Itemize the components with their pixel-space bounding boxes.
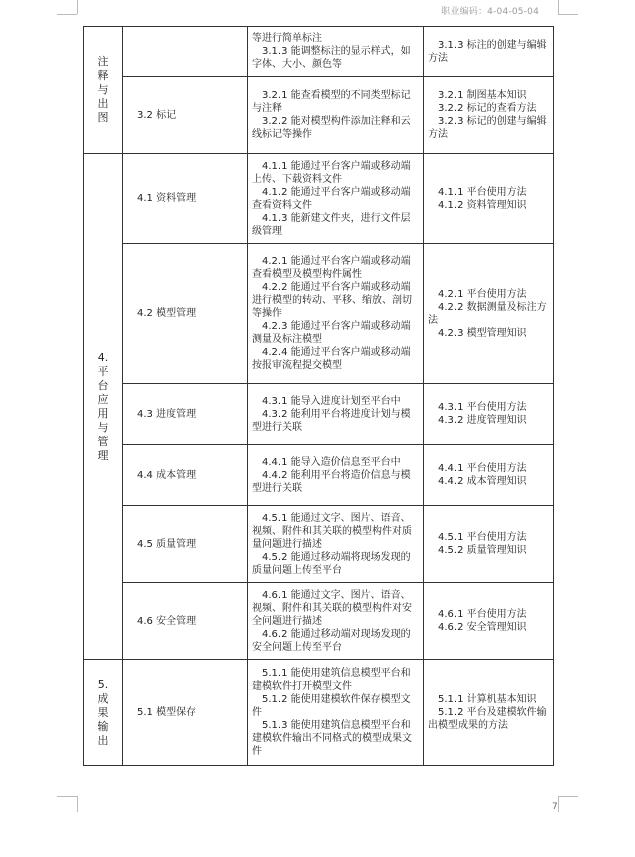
sub-cell: 5.1 模型保存 <box>123 660 248 766</box>
knowledge-line: 4.3.1 平台使用方法 <box>438 402 527 413</box>
table-row <box>84 660 554 766</box>
skills-cell <box>248 244 424 384</box>
crop-mark-bottom-left-h <box>57 796 77 797</box>
skills-cell <box>248 384 424 445</box>
table-row <box>84 583 554 660</box>
sub-cell: 4.3 进度管理 <box>123 384 248 445</box>
knowledge-line: 3.2.2 标记的查看方法 <box>438 103 537 114</box>
knowledge-line: 4.6.2 安全管理知识 <box>438 622 527 633</box>
table-row <box>84 445 554 506</box>
skill-line: 4.4.2 能利用平台将造价信息与模型进行关联 <box>252 469 411 494</box>
knowledge-line: 4.3.2 进度管理知识 <box>438 415 527 426</box>
crop-mark-bottom-right-v <box>558 796 559 812</box>
skills-cell <box>248 660 424 766</box>
skill-line: 4.3.2 能利用平台将进度计划与模型进行关联 <box>252 408 411 433</box>
table-row <box>84 154 554 244</box>
crop-mark-top-left-h <box>57 14 77 15</box>
skill-line: 4.6.2 能通过移动端对现场发现的安全问题上传至平台 <box>252 628 411 653</box>
skill-line: 3.1.3 能调整标注的显示样式，如字体、大小、颜色等 <box>252 46 411 70</box>
skill-line: 3.2.2 能对模型构件添加注释和云线标记等操作 <box>252 116 411 140</box>
knowledge-line: 4.5.2 质量管理知识 <box>438 545 527 556</box>
crop-mark-top-left-v <box>77 0 78 14</box>
skill-line: 4.2.2 能通过平台客户端或移动端进行模型的转动、平移、缩放、剖切等操作 <box>252 282 412 319</box>
knowledge-line: 4.4.2 成本管理知识 <box>438 476 527 487</box>
knowledge-line: 4.2.2 数据测量及标注方法 <box>428 301 547 326</box>
knowledge-cell <box>424 27 554 77</box>
table-row <box>84 506 554 583</box>
group-cell-output <box>84 660 123 766</box>
knowledge-line: 3.2.3 标记的创建与编辑方法 <box>428 116 547 140</box>
knowledge-cell <box>424 445 554 506</box>
skill-line: 4.2.3 能通过平台客户端或移动端测量及标注模型 <box>252 321 411 345</box>
group-cell-platform <box>84 154 123 660</box>
skill-line: 4.4.1 能导入造价信息至平台中 <box>262 456 401 468</box>
skills-cell <box>248 583 424 660</box>
knowledge-cell <box>424 244 554 384</box>
page-number: 7 <box>552 802 558 812</box>
knowledge-line: 3.1.3 标注的创建与编辑方法 <box>428 39 547 64</box>
skill-line: 4.2.4 能通过平台客户端或移动端按报审流程提交模型 <box>252 347 411 371</box>
skills-table <box>83 26 554 766</box>
knowledge-line: 4.4.1 平台使用方法 <box>438 463 527 474</box>
knowledge-cell <box>424 77 554 154</box>
knowledge-cell <box>424 583 554 660</box>
skill-line: 5.1.2 能使用建模软件保存模型文件 <box>252 694 411 718</box>
skill-line: 4.1.3 能新建文件夹，进行文件层级管理 <box>252 212 411 237</box>
skill-line: 4.5.1 能通过文字、图片、语音、视频、附件和其关联的模型构件对质量问题进行描述 <box>252 512 412 550</box>
group-label: 4. 平 台 应 用 与 管 理 <box>97 350 109 462</box>
crop-mark-top-right-h <box>558 14 578 15</box>
skills-cell <box>248 27 424 77</box>
group-label: 注 释 与 出 图 <box>97 55 109 124</box>
skill-line: 5.1.1 能使用建筑信息模型平台和建模软件打开模型文件 <box>252 668 411 692</box>
skill-line: 5.1.3 能使用建筑信息模型平台和建模软件输出不同格式的模型成果文件 <box>252 720 412 757</box>
sub-cell: 3.2 标记 <box>123 77 248 154</box>
knowledge-line: 4.1.2 资料管理知识 <box>438 199 527 211</box>
knowledge-cell <box>424 154 554 244</box>
sub-cell <box>123 27 248 77</box>
skill-line: 4.5.2 能通过移动端将现场发现的质量问题上传至平台 <box>252 551 411 576</box>
knowledge-line: 4.5.1 平台使用方法 <box>438 532 527 543</box>
table-row <box>84 384 554 445</box>
crop-mark-bottom-right-h <box>558 796 578 797</box>
sub-cell: 4.1 资料管理 <box>123 154 248 244</box>
sub-cell: 4.2 模型管理 <box>123 244 248 384</box>
sub-cell: 4.6 安全管理 <box>123 583 248 660</box>
group-cell-annotation <box>84 27 123 154</box>
table-row <box>84 244 554 384</box>
skill-line: 4.1.1 能通过平台客户端或移动端上传、下载资料文件 <box>252 160 411 185</box>
occupation-code: 职业编码：4-04-05-04 <box>441 7 539 17</box>
skill-line: 4.1.2 能通过平台客户端或移动端查看资料文件 <box>252 186 411 211</box>
group-label: 5. 成 果 输 出 <box>97 677 109 747</box>
skills-cell <box>248 506 424 583</box>
table-row <box>84 27 554 77</box>
knowledge-cell <box>424 384 554 445</box>
skills-cell <box>248 154 424 244</box>
knowledge-line: 4.2.3 模型管理知识 <box>438 327 527 339</box>
knowledge-line: 4.1.1 平台使用方法 <box>438 186 527 198</box>
skill-line: 4.2.1 能通过平台客户端或移动端查看模型及模型构件属性 <box>252 256 411 280</box>
crop-mark-bottom-left-v <box>77 796 78 812</box>
skill-line: 4.3.1 能导入进度计划至平台中 <box>262 395 401 407</box>
knowledge-line: 4.2.1 平台使用方法 <box>438 288 527 300</box>
knowledge-line: 4.6.1 平台使用方法 <box>438 609 527 620</box>
skill-line: 4.6.1 能通过文字、图片、语音、视频、附件和其关联的模型构件对安全问题进行描述 <box>252 589 412 627</box>
sub-cell: 4.4 成本管理 <box>123 445 248 506</box>
knowledge-line: 5.1.2 平台及建模软件输出模型成果的方法 <box>428 707 547 731</box>
skills-cell <box>248 77 424 154</box>
knowledge-cell <box>424 506 554 583</box>
skill-line: 等进行简单标注 <box>252 33 322 44</box>
knowledge-line: 5.1.1 计算机基本知识 <box>438 694 537 705</box>
knowledge-line: 3.2.1 制图基本知识 <box>438 90 527 101</box>
knowledge-cell <box>424 660 554 766</box>
skills-cell <box>248 445 424 506</box>
table-row <box>84 77 554 154</box>
skill-line: 3.2.1 能查看模型的不同类型标记与注释 <box>252 90 411 114</box>
sub-cell: 4.5 质量管理 <box>123 506 248 583</box>
crop-mark-top-right-v <box>558 0 559 14</box>
